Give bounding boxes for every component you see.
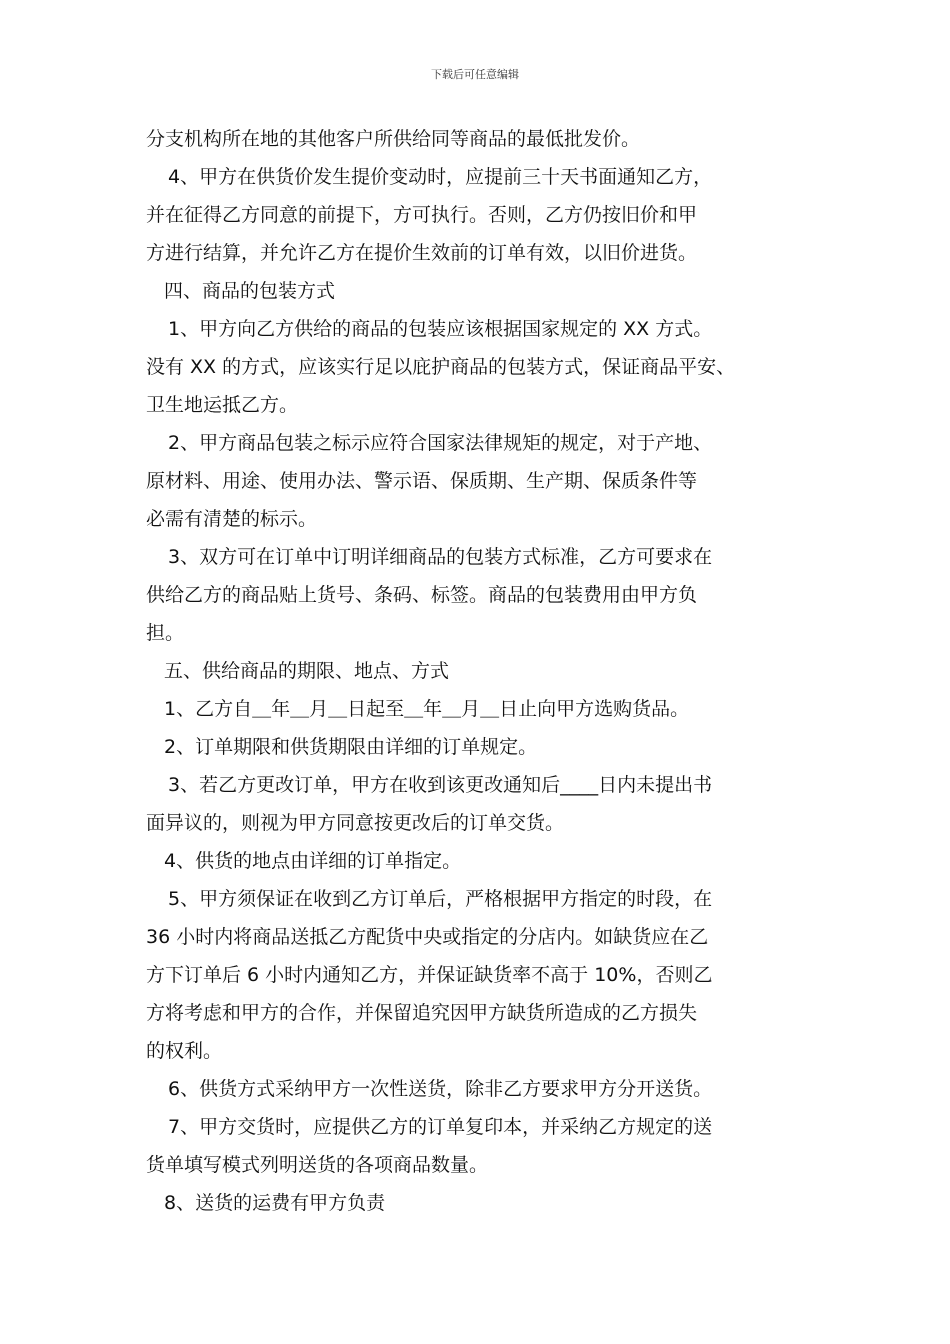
- text-line: 5、甲方须保证在收到乙方订单后，严格根据甲方指定的时段，在: [168, 888, 713, 910]
- text-line: 面异议的，则视为甲方同意按更改后的订单交货。: [146, 812, 565, 834]
- text-line: 1、甲方向乙方供给的商品的包装应该根据国家规定的 XX 方式。: [168, 318, 713, 340]
- text-line: 卫生地运抵乙方。: [146, 394, 299, 416]
- text-line: 2、甲方商品包装之标示应符合国家法律规矩的规定，对于产地、: [168, 432, 713, 454]
- document-body: [146, 120, 826, 1222]
- text-line: 原材料、用途、使用办法、警示语、保质期、生产期、保质条件等: [146, 470, 698, 492]
- text-line: 必需有清楚的标示。: [146, 508, 318, 530]
- text-line: 2、订单期限和供货期限由详细的订单规定。: [164, 736, 538, 758]
- text-line: 四、商品的包装方式: [164, 280, 336, 302]
- text-line: 3、若乙方更改订单，甲方在收到该更改通知后____日内未提出书: [168, 774, 713, 796]
- text-line: 1、乙方自＿年＿月＿日起至＿年＿月＿日止向甲方选购货品。: [164, 698, 690, 720]
- text-line: 并在征得乙方同意的前提下，方可执行。否则，乙方仍按旧价和甲: [146, 204, 698, 226]
- text-line: 货单填写模式列明送货的各项商品数量。: [146, 1154, 489, 1176]
- text-line: 分支机构所在地的其他客户所供给同等商品的最低批发价。: [146, 128, 641, 150]
- text-line: 方将考虑和甲方的合作，并保留追究因甲方缺货所造成的乙方损失: [146, 1002, 698, 1024]
- page-header: 下载后可任意编辑: [431, 68, 519, 81]
- text-line: 36 小时内将商品送抵乙方配货中央或指定的分店内。如缺货应在乙: [146, 926, 709, 948]
- text-line: 供给乙方的商品贴上货号、条码、标签。商品的包装费用由甲方负: [146, 584, 698, 606]
- text-line: 4、供货的地点由详细的订单指定。: [164, 850, 462, 872]
- text-line: 4、甲方在供货价发生提价变动时，应提前三十天书面通知乙方，: [168, 166, 713, 188]
- text-line: 担。: [146, 622, 185, 644]
- text-line: 五、供给商品的期限、地点、方式: [164, 660, 450, 682]
- text-line: 方下订单后 6 小时内通知乙方，并保证缺货率不高于 10%，否则乙: [146, 964, 713, 986]
- text-line: 方进行结算，并允许乙方在提价生效前的订单有效，以旧价进货。: [146, 242, 698, 264]
- text-line: 8、送货的运费有甲方负责: [164, 1192, 386, 1214]
- text-line: 7、甲方交货时，应提供乙方的订单复印本，并采纳乙方规定的送: [168, 1116, 713, 1138]
- text-line: 6、供货方式采纳甲方一次性送货，除非乙方要求甲方分开送货。: [168, 1078, 713, 1100]
- text-line: 没有 XX 的方式，应该实行足以庇护商品的包装方式，保证商品平安、: [146, 356, 736, 378]
- text-line: 3、双方可在订单中订明详细商品的包装方式标准，乙方可要求在: [168, 546, 713, 568]
- text-line: 的权利。: [146, 1040, 223, 1062]
